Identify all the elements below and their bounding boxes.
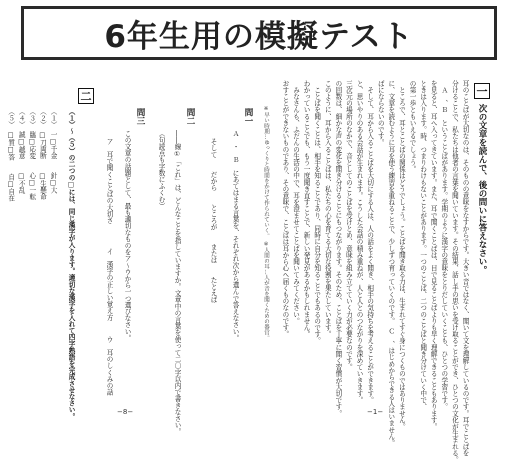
idiom-item: （４） 誠□誠意 □不乱 (17, 108, 26, 194)
idiom-item: （３） 臨□応変 心□一転 (27, 108, 36, 200)
passage-line: ばにならないのです。 (376, 80, 385, 146)
q2-note: （句読点も字数にふくむ） (157, 130, 165, 210)
title-banner (21, 6, 497, 60)
passage-line: 分けることで、私たちは他者の言葉を聞いています。その結果、話し手の思いを受け取ることができ、ひとつの文化が生まれる。 (450, 80, 459, 463)
q3-label: 問三 (135, 108, 145, 125)
passage-line: 耳のことばが大切なのは、そのものの意味をなすからです。大きい音ではなく、聞いて文を理解しているのです。耳でことばを (461, 80, 469, 457)
section2-number-box: 二 (78, 88, 94, 104)
idiom-item: （１） 一□千金 針□大 (49, 108, 57, 194)
idiom-list (6, 108, 58, 308)
idiom-item: （２） □刀両断 □生懸命 (38, 108, 47, 200)
section2-instruction: （１）〜（５）の二つの□には、同じ漢字が入ります。適切な漢字を入れて四字熟語を完成させなさい。 (67, 108, 75, 420)
q3-option-a: ア 耳で聞くことばの大切さ (105, 138, 113, 224)
page-number-left: −8− (117, 408, 134, 416)
q3-option-b: イ 漢字の正しい覚え方 (105, 248, 113, 321)
passage-footnote: ※早い時期…ゆっくりと時間をかけて作られていく。 ※人間の耳…人が音を聞くための器官。 (263, 106, 269, 341)
q3-option-c: ウ 耳のしくみの話 (105, 336, 113, 396)
passage-line: そして、耳から入ることばを大切にする人は、人の話をよく聞き、相手の気持ちを考えることができます。 (365, 80, 374, 404)
passage-line: このように、耳から入ることばは、私たちの心を育てる大切な役割を果たしています。 (323, 80, 332, 338)
idiom-item: （５） □質□答 自□自在 (6, 108, 15, 202)
page-number-right: −1− (367, 408, 384, 416)
passage-line: 三次元の場所のなかで、音としてのことばを受けとめ、意味を組み立てていく力が必要なのです。 (344, 80, 353, 371)
passage-line: と、思いやりのある会話が生まれます。こうした会話の積み重ねが、人と人とのつながりを深めていきます。 (355, 80, 364, 404)
exam-sheet (6, 68, 508, 463)
q2-label: 問二 (185, 108, 195, 125)
passage-line: ところで、耳とことばの関係はどうでしょう。ことばを聞き取る力は、生まれてすぐ身につくものではありません。 (397, 80, 406, 430)
passage-line: に、文章を読むように耳を使う練習を重ねることで、少しずつ育っていくのです。 Ｃ 、はじめからできる人はいません。 (386, 80, 395, 447)
passage-line: Ａ 、Ｂ ということばがあります。学期のように漢字の意味をとりだしていくことも、ひとつの学習です。 (439, 80, 448, 410)
q1-text: Ａ ・ Ｂ にあてはまる言葉を、それぞれ次から選んで答えなさい。 (231, 130, 239, 342)
passage-line: を見ると、耳へ入ってきています。また、耳で聞くことばは、目で見ることばよりも早く理解できることもあります。 (429, 80, 438, 430)
q2-text: ――線①「これ」は、どんなことを指していますか。文章中の言葉を使って二〇字以内で書きなさい。 (173, 130, 181, 435)
section-number-box: 一 (474, 83, 490, 99)
page-title: 6年生用の模擬テスト (104, 18, 414, 55)
passage-line: わかっていることでも、もう一度聞き直すことで、新しい発見があるかもしれません。 (302, 80, 311, 338)
passage-line: みなさんも、ふだんの生活の中で、耳を澄ませてことばを聞いてみてください。 (291, 80, 300, 325)
passage-line: の第一歩ともいえるでしょう。 (408, 80, 417, 173)
passage-line: おすことができないものであり、その意味で、ことばは耳から心へ届くものなのです。 (280, 80, 289, 338)
passage-line: の回数は、細かな声の変化を聞き分けることにもつながります。そのため、ことばを丁寧に聞く習慣が大切です。 (333, 80, 342, 417)
passage-line: ときは入ります。時、つまりわけもないことがあります。一つのことば、二つのことばと聞き分けていく中で、 (418, 80, 427, 410)
passage-line: ことばを聞くことは、相手を知ることであり、同時に自分を知ることでもあるのです。 (312, 80, 321, 344)
reading-passage (280, 80, 470, 463)
q3-text: この文章の話題として、最も適切なものをア〜ウから一つ選びなさい。 (123, 130, 131, 342)
q1-label: 問一 (243, 108, 253, 125)
q1-options: そして だから ところが または たとえば (209, 138, 217, 303)
section1-instruction: 次の文章を読んで、後の問いに答えなさい。 (477, 104, 487, 274)
